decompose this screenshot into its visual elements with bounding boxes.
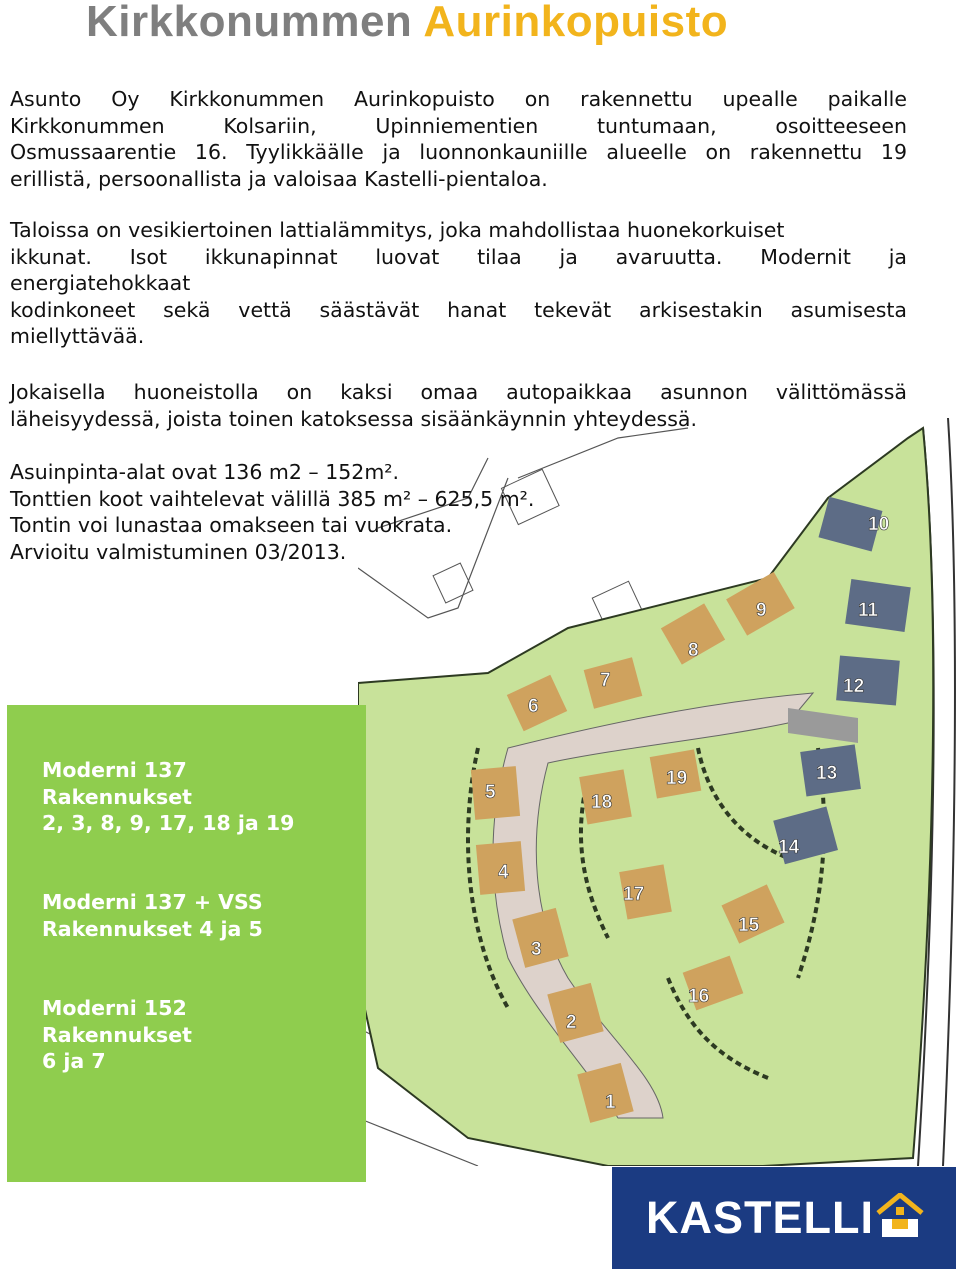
fact-area: Asuinpinta-alat ovat 136 m2 – 152m². [10,460,400,484]
intro-line: Asunto Oy Kirkkonummen Aurinkopuisto on rakennettu upealle paikalle [10,87,907,111]
model-buildings: 6 ja 7 [42,1049,106,1073]
facts-list [10,459,907,565]
intro-line: Kirkkonummen Kolsariin, Upinniementien tuntumaan, osoitteeseen [10,113,907,138]
features-line: ikkunat. Isot ikkunapinnat luovat tilaa ja avaruutta. Modernit ja [10,244,907,269]
plot-number: 8 [688,640,699,661]
model-name: Moderni 152 [42,996,187,1020]
features-line: Taloissa on vesikiertoinen lattialämmitys, joka mahdollistaa huonekorkuiset [10,218,785,242]
plot-number: 14 [778,837,800,858]
plot-number: 16 [688,986,710,1007]
intro-line: erillistä, persoonallista ja valoisaa Kastelli-pientaloa. [10,166,548,191]
fact-completion: Arvioitu valmistuminen 03/2013. [10,539,347,564]
model-group-moderni-152 [42,995,192,1075]
plot-number: 15 [738,915,760,936]
title-kirkkonummen: Kirkkonummen [86,0,413,46]
model-group-moderni-137-vss [42,889,263,942]
fact-plots: Tonttien koot vaihtelevat välillä 385 m² – 625,5 m². [10,486,535,511]
title-aurinkopuisto: Aurinkopuisto [423,0,729,46]
page-title [86,0,728,44]
plot-number: 3 [531,939,542,960]
plot-number: 13 [816,763,838,784]
house-icon [874,1193,926,1239]
model-buildings-label: Rakennukset [42,1022,192,1047]
features-line: energiatehokkaat [10,271,191,295]
features-line: miellyttävää. [10,324,145,348]
model-buildings: 2, 3, 8, 9, 17, 18 ja 19 [42,811,295,835]
plot-number: 11 [858,600,879,621]
features-line: kodinkoneet sekä vettä säästävät hanat tekevät arkisestakin asumisesta [10,297,907,322]
model-group-moderni-137 [42,757,294,837]
intro-line: Osmussaarentie 16. Tyylikkäälle ja luonnonkauniille alueelle on rakennettu 19 [10,140,907,164]
kastelli-logo [612,1167,956,1269]
model-name: Moderni 137 + VSS [42,890,263,914]
plot-number: 9 [756,600,767,621]
plot-number: 2 [566,1012,577,1033]
neighbour-building [433,563,473,603]
plot-number: 17 [623,884,645,905]
plot-number: 5 [485,782,496,803]
features-paragraph [10,217,907,350]
parking-line: läheisyydessä, joista toinen katoksessa sisäänkäynnin yhteydessä. [10,406,698,431]
plot-number: 18 [591,792,613,813]
model-buildings: Rakennukset 4 ja 5 [42,916,263,941]
fact-ownership: Tontin voi lunastaa omakseen tai vuokrata. [10,513,453,537]
plot-number: 6 [528,696,539,717]
plot-number: 10 [868,514,890,535]
road-edge [943,418,955,1166]
plot-number: 19 [666,768,688,789]
plot-number: 7 [600,670,611,691]
logo-text: KASTELLI [646,1192,874,1243]
models-panel [7,705,366,1182]
plot-number: 12 [843,676,865,697]
model-buildings-label: Rakennukset [42,784,192,809]
intro-paragraph [10,86,907,192]
model-name: Moderni 137 [42,758,187,782]
plot-number: 4 [498,862,509,883]
parking-line: Jokaisella huoneistolla on kaksi omaa autopaikkaa asunnon välittömässä [10,380,907,404]
plot-number: 1 [605,1092,616,1113]
